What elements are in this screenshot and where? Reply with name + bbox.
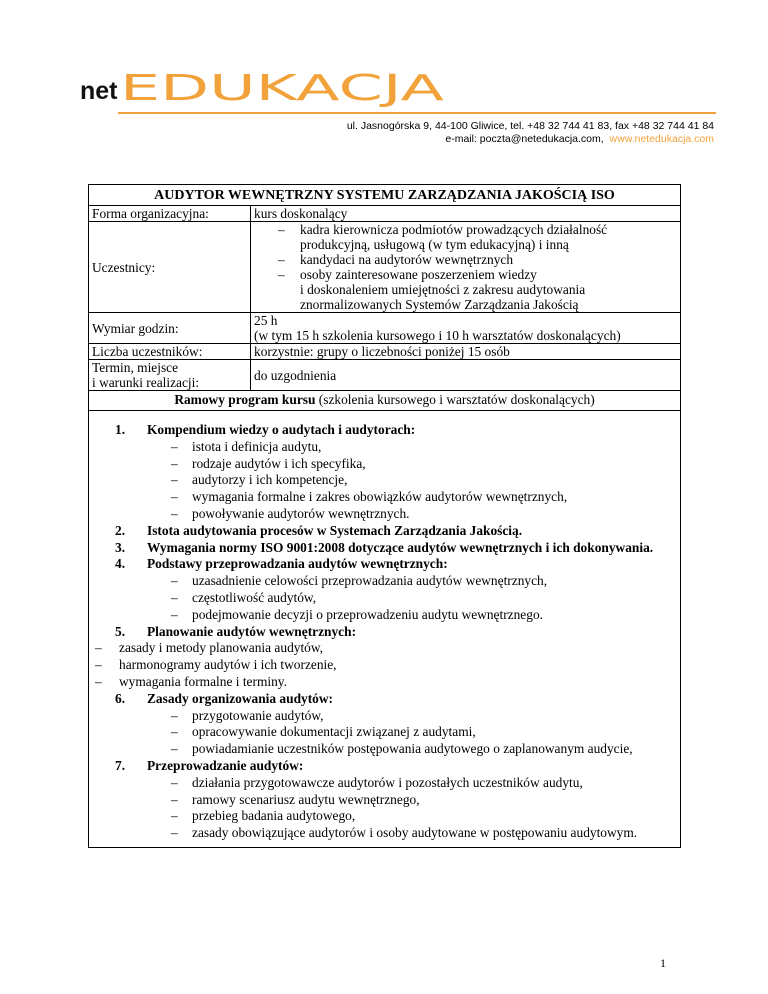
count-label: Liczba uczestników: (89, 344, 251, 359)
program-section: 1. Kompendium wiedzy o audytach i audytorach: (115, 422, 416, 437)
participant-item: – osoby zainteresowane poszerzeniem wiedzy i doskonaleniem umiejętności z zakresu audytowania znormalizowanych Systemów Zarządzania Jakością (278, 267, 586, 312)
count-value: korzystnie: grupy o liczebności poniżej 15 osób (254, 344, 510, 359)
participants-label: Uczestnicy: (89, 222, 251, 312)
program-section: 4. Podstawy przeprowadzania audytów wewnętrznych: (115, 556, 448, 572)
row-term (89, 360, 680, 391)
program-section: 6. Zasady organizowania audytów: (115, 690, 334, 706)
company-logo (80, 66, 450, 114)
program-item: – działania przygotowawcze audytorów i pozostałych uczestników audytu, (171, 774, 583, 790)
program-section: 3. Wymagania normy ISO 9001:2008 dotyczące audytów wewnętrznych i ich dokonywania. (115, 539, 654, 555)
participants-list (254, 222, 677, 312)
participant-item: – kandydaci na audytorów wewnętrznych (278, 252, 514, 267)
program-item: – podejmowanie decyzji o przeprowadzeniu audytu wewnętrznego. (171, 606, 543, 622)
hours-label: Wymiar godzin: (89, 313, 251, 343)
hours-value: 25 h (w tym 15 h szkolenia kursowego i 10 h warsztatów doskonalących) (254, 313, 621, 343)
program-item: – audytorzy i ich kompetencje, (171, 472, 348, 488)
program-item: – istota i definicja audytu, (171, 438, 322, 454)
program-item: – zasady obowiązujące audytorów i osoby audytowane w postępowaniu audytowym. (171, 825, 638, 841)
program-item: – powiadamianie uczestników postępowania audytowego o zaplanowanym audycie, (171, 741, 633, 757)
program-item: – rodzaje audytów i ich specyfika, (171, 455, 366, 471)
logo-main-text: EDUKACJA (120, 68, 445, 109)
row-form (89, 206, 680, 222)
program-item: – częstotliwość audytów, (171, 589, 317, 605)
program-item: – zasady i metody planowania audytów, (95, 640, 324, 656)
page-number: 1 (660, 956, 666, 970)
course-title: AUDYTOR WEWNĘTRZNY SYSTEMU ZARZĄDZANIA JAKOŚCIĄ ISO (89, 185, 680, 206)
program-item: – harmonogramy audytów i ich tworzenie, (95, 657, 337, 673)
contact-block (347, 120, 714, 146)
contact-website-link[interactable]: www.netedukacja.com (609, 133, 714, 145)
program-header: Ramowy program kursu (szkolenia kursowego i warsztatów doskonalących) (89, 391, 680, 411)
program-item: – powoływanie audytorów wewnętrznych. (171, 505, 410, 521)
term-label: Termin, miejsce i warunki realizacji: (89, 360, 251, 390)
header-divider (118, 112, 716, 114)
program-item: – wymagania formalne i zakres obowiązków audytorów wewnętrznych, (171, 489, 568, 505)
program-item: – uzasadnienie celowości przeprowadzania audytów wewnętrznych, (171, 573, 548, 589)
program-item: – opracowywanie dokumentacji związanej z audytami, (171, 724, 476, 740)
program-item: – przygotowanie audytów, (171, 707, 324, 723)
row-hours (89, 313, 680, 344)
form-value: kurs doskonalący (254, 206, 348, 221)
term-value: do uzgodnienia (254, 367, 337, 383)
contact-email-line (347, 133, 714, 146)
participants-value (251, 222, 680, 312)
row-participants (89, 222, 680, 313)
form-label: Forma organizacyjna: (89, 206, 251, 221)
contact-email: e-mail: poczta@netedukacja.com, (445, 133, 604, 145)
logo-prefix-text: net (80, 77, 118, 105)
contact-address: ul. Jasnogórska 9, 44-100 Gliwice, tel. +48 32 744 41 83, fax +48 32 744 41 84 (346, 120, 714, 132)
program-section: 7. Przeprowadzanie audytów: (115, 757, 304, 773)
participant-item: – kadra kierownicza podmiotów prowadzących działalność produkcyjną, usługową (w tym edukacyjną) i inną (278, 222, 608, 252)
program-item: – wymagania formalne i terminy. (95, 673, 287, 689)
program-section: 2. Istota audytowania procesów w Systemach Zarządzania Jakością. (115, 522, 523, 538)
program-list (89, 411, 680, 847)
program-item: – przebieg badania audytowego, (171, 808, 356, 824)
course-table (88, 184, 681, 848)
program-item: – ramowy scenariusz audytu wewnętrznego, (171, 791, 420, 807)
row-count (89, 344, 680, 360)
program-section: 5. Planowanie audytów wewnętrznych: (115, 623, 357, 639)
